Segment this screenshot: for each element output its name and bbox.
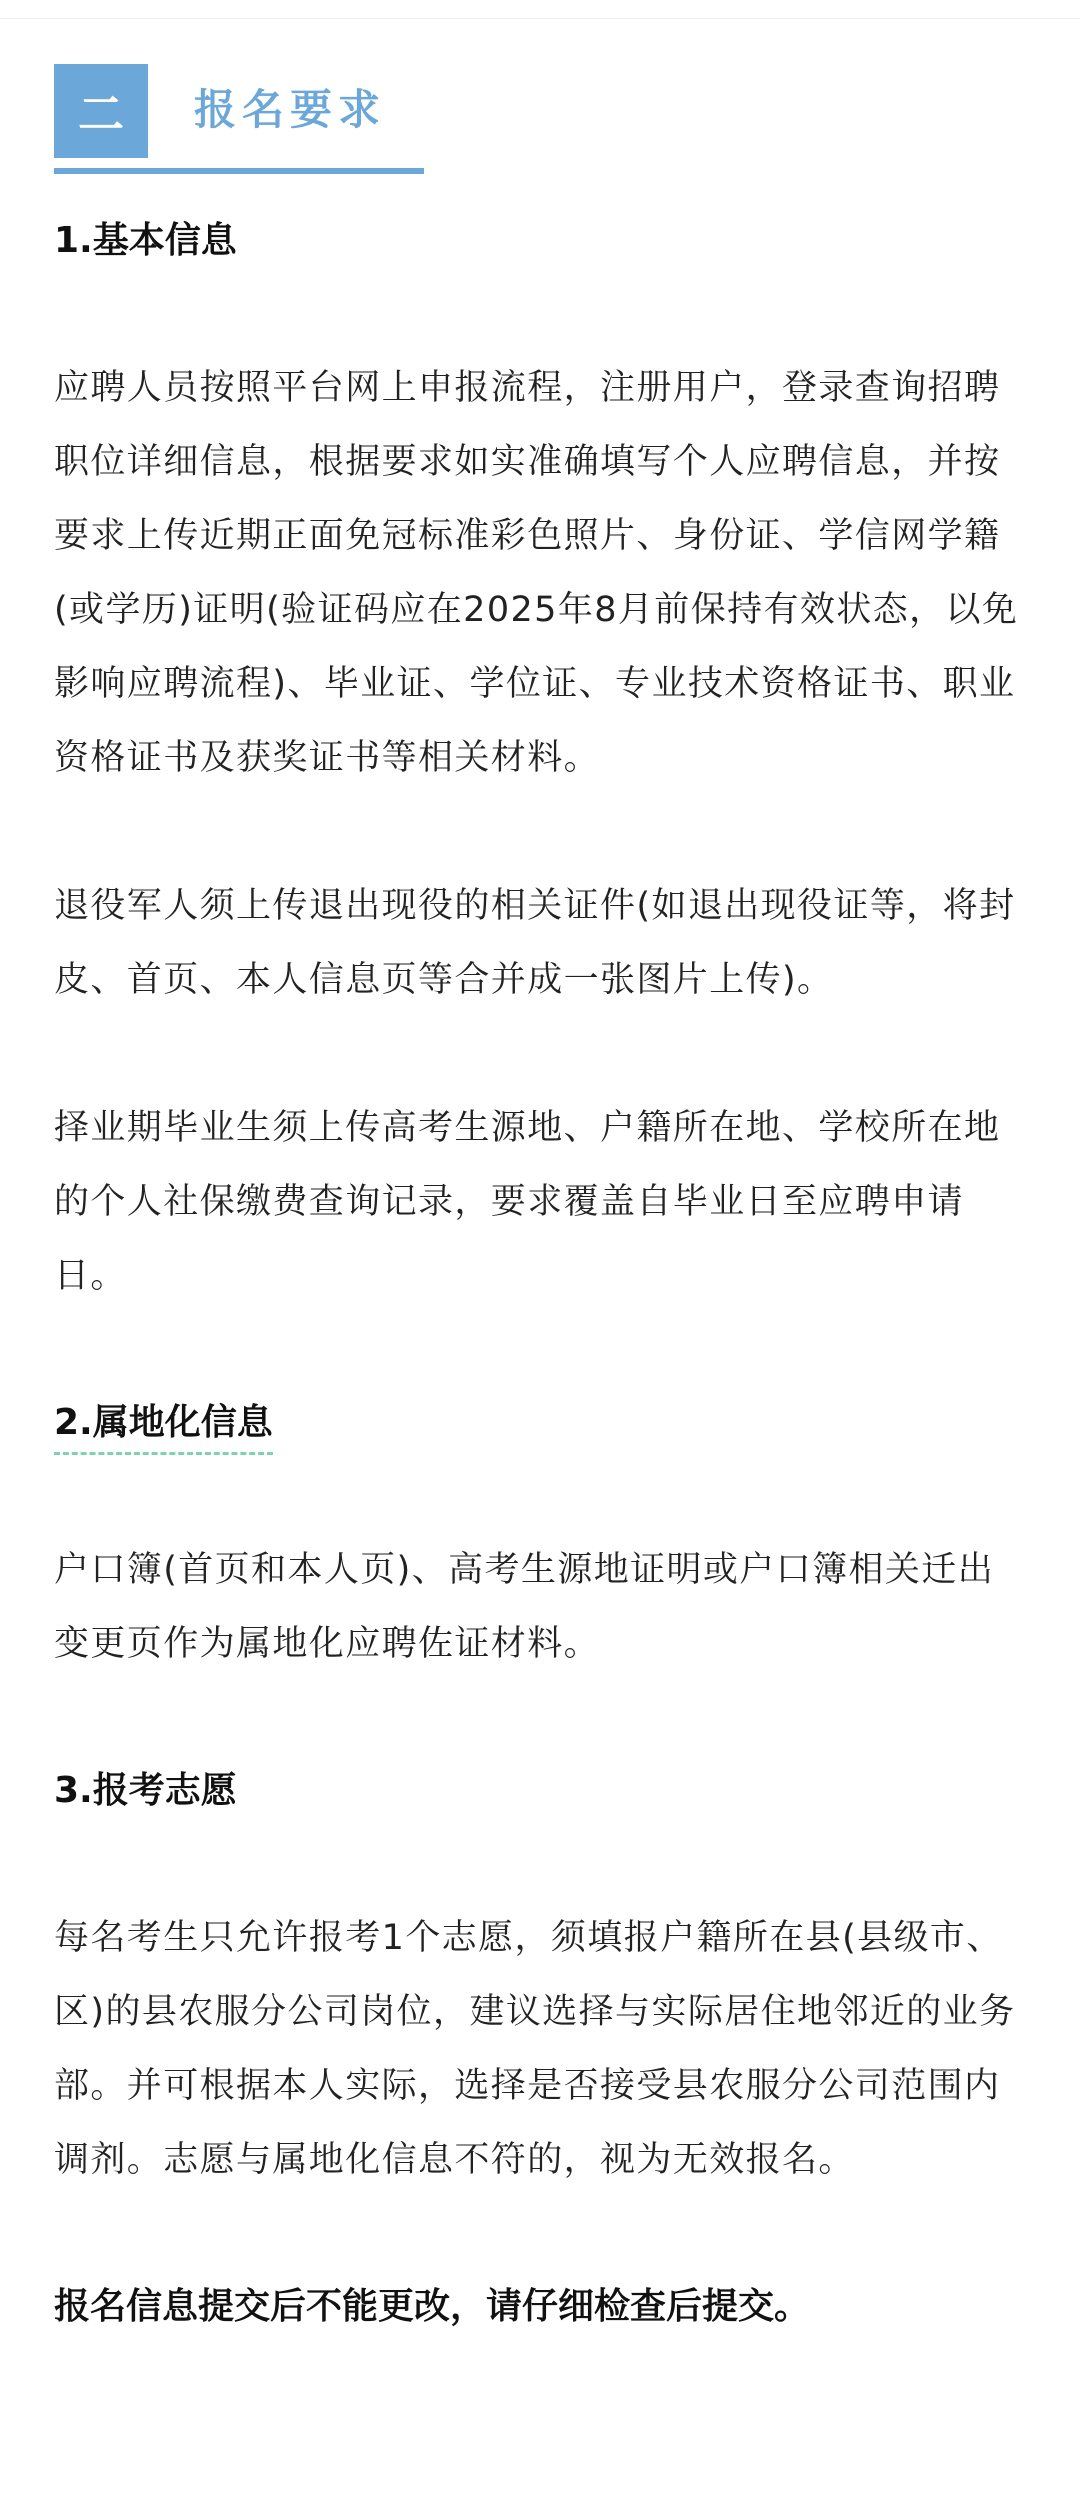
article-body bbox=[54, 205, 1029, 2343]
subheading-localization bbox=[54, 1387, 1029, 1459]
submission-notice: 报名信息提交后不能更改，请仔细检查后提交。 bbox=[54, 2286, 811, 2327]
paragraph-basic-info-3: 择业期毕业生须上传高考生源地、户籍所在地、学校所在地的个人社保缴费查询记录，要求覆盖自毕业日至应聘申请日。 bbox=[54, 1108, 1001, 1296]
paragraph-localization: 户口簿(首页和本人页)、高考生源地证明或户口簿相关迁出变更页作为属地化应聘佐证材料。 bbox=[54, 1550, 995, 1664]
section-number-badge: 二 bbox=[54, 64, 148, 158]
section-title-underline bbox=[54, 168, 424, 174]
section-header bbox=[54, 64, 424, 176]
section-title: 报名要求 bbox=[194, 85, 387, 134]
subheading-application-choice: 3.报考志愿 bbox=[54, 1770, 237, 1811]
subheading-basic-info: 1.基本信息 bbox=[54, 220, 237, 261]
top-divider bbox=[0, 18, 1080, 19]
paragraph-application-choice: 每名考生只允许报考1个志愿，须填报户籍所在县(县级市、区)的县农服分公司岗位，建议选择与实际居住地邻近的业务部。并可根据本人实际，选择是否接受县农服分公司范围内调剂。志愿与属地化信息不符的，视为无效报名。 bbox=[54, 1918, 1016, 2180]
paragraph-basic-info-2: 退役军人须上传退出现役的相关证件(如退出现役证等，将封皮、首页、本人信息页等合并成一张图片上传)。 bbox=[54, 886, 1016, 1000]
paragraph-basic-info-1: 应聘人员按照平台网上申报流程，注册用户，登录查询招聘职位详细信息，根据要求如实准确填写个人应聘信息，并按要求上传近期正面免冠标准彩色照片、身份证、学信网学籍(或学历)证明(验证码应在2025年8月前保持有效状态，以免影响应聘流程)、毕业证、学位证、专业技术资格证书、职业资格证书及获奖证书等相关材料。 bbox=[54, 368, 1019, 778]
subheading-localization-text: 2.属地化信息 bbox=[54, 1394, 273, 1455]
